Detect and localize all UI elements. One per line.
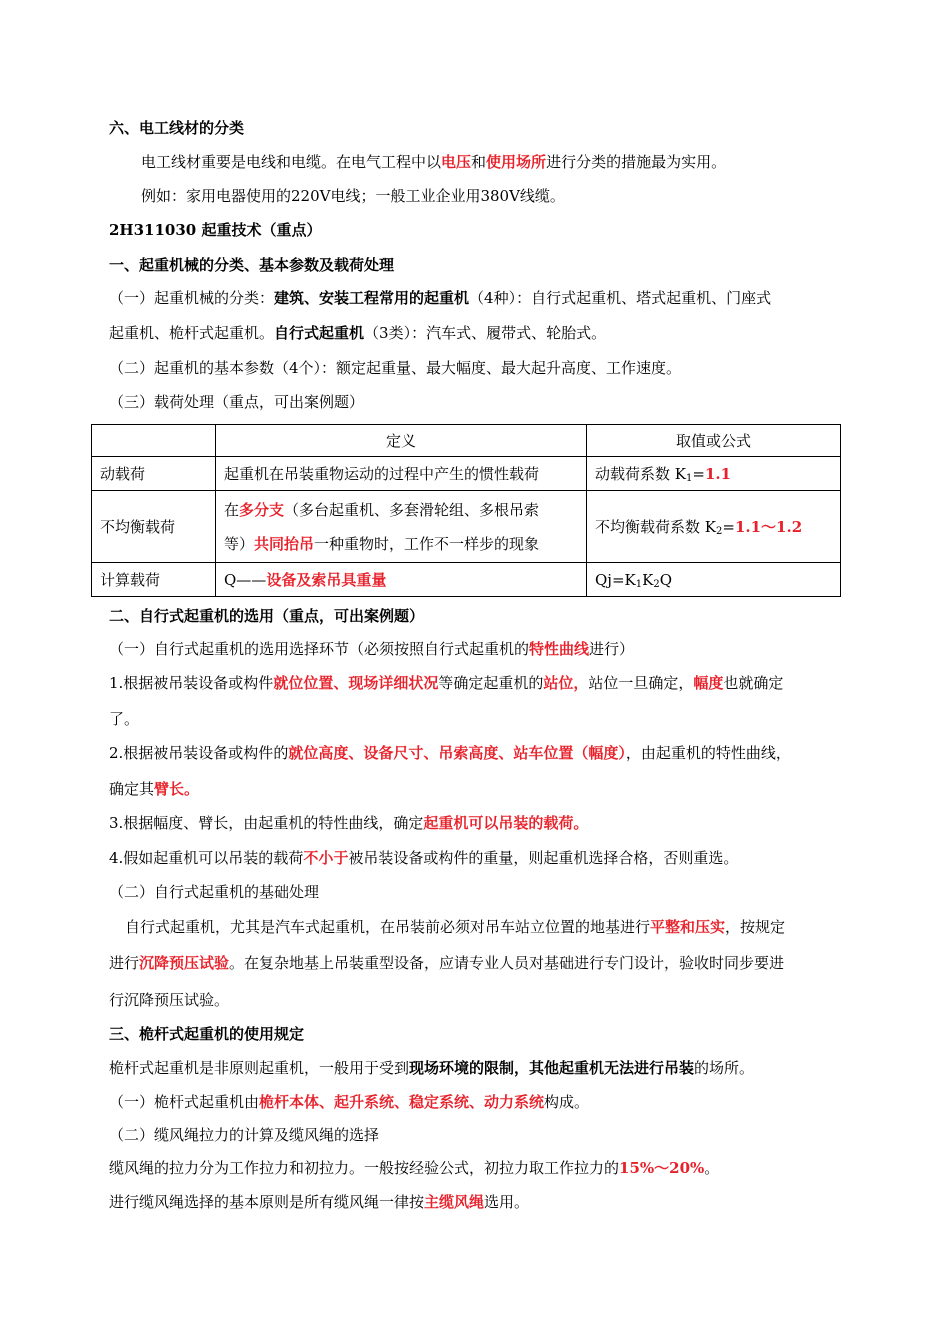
section-3-line-2: （一）桅杆式起重机由桅杆本体、起升系统、稳定系统、动力系统构成。 [109,1093,590,1111]
table-cell: 不均衡载荷 [92,491,216,563]
section-1-line-4: （三）载荷处理（重点，可出案例题） [109,393,365,411]
section-2-line-6: 3.根据幅度、臂长，由起重机的特性曲线，确定起重机可以吊装的载荷。 [109,814,589,832]
section-1-heading: 一、起重机械的分类、基本参数及载荷处理 [109,256,395,274]
section-2-line-5: 确定其臂长。 [109,780,200,798]
section-3-line-4: 缆风绳的拉力分为工作拉力和初拉力。一般按经验公式，初拉力取工作拉力的15%～20%。 [109,1159,720,1177]
table-header-cell [92,425,216,457]
section-1-line-1: （一）起重机械的分类：建筑、安装工程常用的起重机（4种）：自行式起重机、塔式起重机、门座式 [109,289,772,307]
load-table [91,424,841,597]
section-6-paragraph-1: 电工线材重要是电线和电缆。在电气工程中以电压和使用场所进行分类的措施最为实用。 [141,153,727,171]
table-cell: 动载荷 [92,457,216,491]
table-cell: 在多分支（多台起重机、多套滑轮组、多根吊索 等）共同抬吊一种重物时，工作不一样步的现象 [216,491,587,563]
section-2-line-11: 行沉降预压试验。 [109,991,230,1009]
table-row [92,491,841,563]
section-2-line-2: 1.根据被吊装设备或构件就位位置、现场详细状况等确定起重机的站位，站位一旦确定，幅度也就确定 [109,674,784,692]
table-cell: 动载荷系数 $K_1=1.1$ [587,457,841,491]
table-cell: Q——设备及索吊具重量 [216,563,587,597]
section-2-line-7: 4.假如起重机可以吊装的载荷不小于被吊装设备或构件的重量，则起重机选择合格，否则重选。 [109,849,739,867]
table-header-row [92,425,841,457]
section-6-paragraph-2: 例如：家用电器使用的220V电线；一般工业企业用380V线缆。 [141,187,565,205]
table-row [92,563,841,597]
table-row [92,457,841,491]
section-2-line-4: 2.根据被吊装设备或构件的就位高度、设备尺寸、吊索高度、站车位置（幅度），由起重机的特性曲线， [109,744,791,762]
table-cell: 起重机在吊装重物运动的过程中产生的惯性载荷 [216,457,587,491]
section-3-line-5: 进行缆风绳选择的基本原则是所有缆风绳一律按主缆风绳选用。 [109,1193,530,1211]
section-3-heading: 三、桅杆式起重机的使用规定 [109,1025,305,1043]
table-cell: $Qj=K_1K_2Q$ [587,563,841,597]
section-2-line-1: （一）自行式起重机的选用选择环节（必须按照自行式起重机的特性曲线进行） [109,640,635,658]
section-2-line-3: 了。 [109,710,140,728]
section-2-line-9: 自行式起重机，尤其是汽车式起重机，在吊装前必须对吊车站立位置的地基进行平整和压实，按规定 [125,918,786,936]
section-1-line-3: （二）起重机的基本参数（4个）：额定起重量、最大幅度、最大起升高度、工作速度。 [109,359,682,377]
section-3-line-1: 桅杆式起重机是非原则起重机，一般用于受到现场环境的限制，其他起重机无法进行吊装的场所。 [109,1059,755,1077]
section-2-line-8: （二）自行式起重机的基础处理 [109,883,320,901]
section-2-heading: 二、自行式起重机的选用（重点，可出案例题） [109,607,425,625]
topic-heading: 2H311030 起重技术（重点） [109,221,322,239]
table-cell: 计算载荷 [92,563,216,597]
section-1-line-2: 起重机、桅杆式起重机。自行式起重机（3类）：汽车式、履带式、轮胎式。 [109,324,607,342]
section-6-heading: 六、电工线材的分类 [109,119,245,137]
section-2-line-10: 进行沉降预压试验。在复杂地基上吊装重型设备，应请专业人员对基础进行专门设计，验收时同步要进 [109,954,785,972]
table-cell: 不均衡载荷系数 $K_2=1.1\sim 1.2$ [587,491,841,563]
table-header-cell: 定义 [216,425,587,457]
section-3-line-3: （二）缆风绳拉力的计算及缆风绳的选择 [109,1126,380,1144]
table-header-cell: 取值或公式 [587,425,841,457]
